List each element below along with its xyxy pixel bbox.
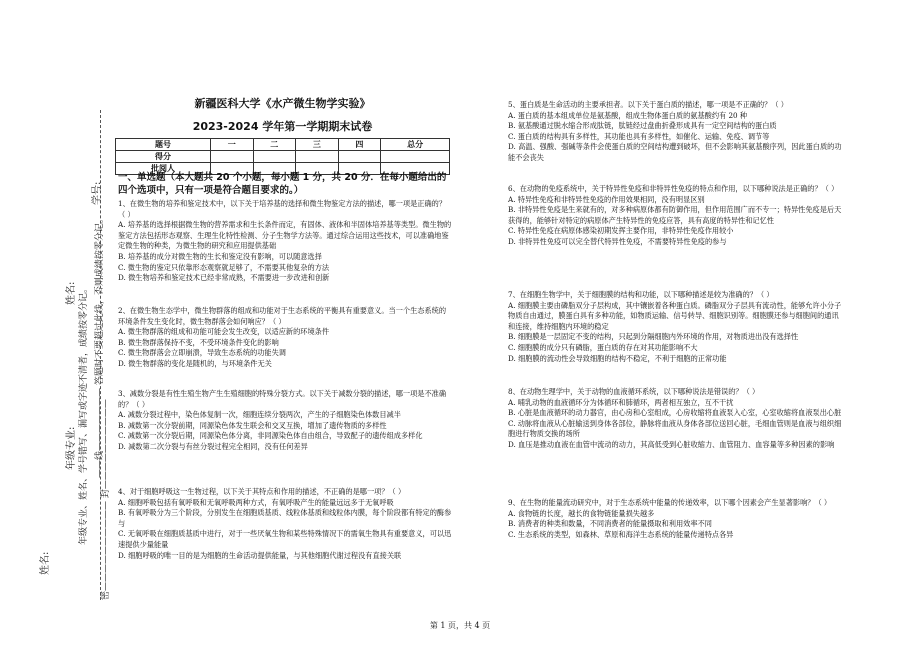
cell: 三 xyxy=(296,139,339,151)
question-stem: 5、蛋白质是生命活动的主要承担者。以下关于蛋白质的描述，哪一项是不正确的？（ ） xyxy=(508,100,788,109)
option: C. 动脉将血液从心脏输送到身体各部位，静脉将血液从身体各部位送回心脏，毛细血管则是血液与组织细胞进行物质交换的场所 xyxy=(508,418,842,439)
cell[interactable] xyxy=(381,151,450,163)
cell: 总分 xyxy=(381,139,450,151)
question-stem: 8、在动物生理学中，关于动物的血液循环系统，以下哪种说法是错误的？（ ） xyxy=(508,387,760,396)
option: C. 生态系统的类型，如森林、草原和海洋生态系统的能量传递特点各异 xyxy=(508,529,734,539)
option: A. 细胞呼吸包括有氧呼吸和无氧呼吸两种方式，有氧呼吸产生的能量远远多于无氧呼吸 xyxy=(118,497,394,507)
cell: 题号 xyxy=(116,139,211,151)
binding-margin xyxy=(0,0,110,651)
option: B. 心脏是血液循环的动力器官，由心房和心室组成，心房收缩将血液泵入心室，心室收缩将血液泵出心脏 xyxy=(508,408,842,418)
question-5 xyxy=(508,100,843,164)
question-stem: 9、在生物的能量流动研究中，对于生态系统中能量的传递效率，以下哪个因素会产生显著影响？（ ） xyxy=(508,498,832,507)
cell: 批阅人 xyxy=(116,163,211,175)
binding-dashed-line xyxy=(100,110,101,600)
option: A. 微生物群落的组成和功能可能会发生改变，以适应新的环境条件 xyxy=(118,327,330,337)
question-8 xyxy=(508,387,843,451)
option: C. 无氧呼吸在细胞质基质中进行，对于一些厌氧生物和某些特殊情况下的需氧生物具有重要意义，可以迅速提供少量能量 xyxy=(118,529,452,549)
binding-note: ——线——————— 答题时不要超过此线，否则成绩按零分记。 xyxy=(95,214,105,478)
question-stem: 3、减数分裂是有性生殖生物产生生殖细胞的特殊分裂方式。以下关于减数分裂的描述，哪一项是不准确的？（ ） xyxy=(118,389,447,409)
page-number: 第 1 页，共 4 页 xyxy=(429,621,491,630)
cell: 二 xyxy=(253,139,296,151)
cell[interactable] xyxy=(296,151,339,163)
section-heading: 一、单选题（本大题共 20 个小题，每小题 1 分，共 20 分．在每小题给出的四个选项中，只有一项是符合题目要求的。） xyxy=(118,172,447,196)
option: A. 食物链的长度，越长的食物链能量损失越多 xyxy=(508,508,655,518)
student-id-label: 学号: xyxy=(92,181,103,205)
option: D. 血压是推动血液在血管中流动的动力，其高低受到心脏收缩力、血管阻力、血容量等多种因素的影响 xyxy=(508,439,835,449)
cell: 一 xyxy=(210,139,253,151)
option: B. 有氧呼吸分为三个阶段，分别发生在细胞质基质、线粒体基质和线粒体内膜，每个阶段都有特定的酶参与 xyxy=(118,508,452,528)
option: A. 细胞膜主要由磷脂双分子层构成，其中镶嵌着各种蛋白质。磷脂双分子层具有流动性，能够允许小分子物质自由通过，膜蛋白具有多种功能，如物质运输、信号转导、细胞识别等。细胞膜还参与细胞间的通讯和连接，维持细胞内环境的稳定 xyxy=(508,300,842,331)
question-9 xyxy=(508,498,843,540)
school-title: 新疆医科大学《水产微生物学实验》 xyxy=(194,97,371,110)
question-stem: 2、在微生物生态学中，微生物群落的组成和功能对于生态系统的平衡具有重要意义。当一个生态系统的环境条件发生变化时，微生物群落会如何响应？（ ） xyxy=(118,306,447,326)
question-stem: 7、在细胞生物学中，关于细胞膜的结构和功能，以下哪种描述是较为准确的？（ ） xyxy=(508,290,774,299)
option: C. 蛋白质的结构具有多样性，其功能也具有多样性，如催化、运输、免疫、调节等 xyxy=(508,131,770,141)
option: D. 微生物群落的变化是随机的，与环境条件无关 xyxy=(118,358,272,368)
option: D. 细胞呼吸的唯一目的是为细胞的生命活动提供能量，与其他细胞代谢过程没有直接关联 xyxy=(118,550,402,560)
option: D. 非特异性免疫可以完全替代特异性免疫，不需要特异性免疫的参与 xyxy=(508,236,727,246)
option: C. 细胞膜的成分只有磷脂，蛋白质的存在对其功能影响不大 xyxy=(508,342,698,352)
question-2 xyxy=(118,306,453,370)
option: C. 微生物群落会立即崩溃，导致生态系统的功能失调 xyxy=(118,348,286,358)
option: C. 特异性免疫在病原体感染初期发挥主要作用，非特异性免疫作用较小 xyxy=(508,226,734,236)
option: A. 特异性免疫和非特异性免疫的作用效果相同，没有明显区别 xyxy=(508,194,705,204)
question-7 xyxy=(508,290,843,364)
option: B. 微生物群落保持不变，不受环境条件变化的影响 xyxy=(118,337,279,347)
question-1 xyxy=(118,199,453,284)
option: C. 微生物的鉴定只依靠形态观察就足够了，不需要其他复杂的方法 xyxy=(118,262,330,272)
option: C. 减数第一次分裂后期，同源染色体分离，非同源染色体自由组合，导致配子的遗传组成多样化 xyxy=(118,431,423,441)
score-row-header xyxy=(116,139,450,151)
name-label-2: 姓名: xyxy=(40,551,51,575)
seal-text: 密—————————— 封—————————— xyxy=(101,399,111,600)
major-label: 年级专业: xyxy=(66,426,77,470)
option: B. 消费者的种类和数量，不同消费者的能量摄取和利用效率不同 xyxy=(508,519,712,529)
option: B. 细胞膜是一层固定不变的结构，只起到分隔细胞内外环境的作用，对物质进出没有选择性 xyxy=(508,332,799,342)
option: D. 细胞膜的流动性会导致细胞的结构不稳定，不利于细胞的正常功能 xyxy=(508,353,727,363)
option: A. 蛋白质的基本组成单位是氨基酸，组成生物体蛋白质的氨基酸约有 20 种 xyxy=(508,110,748,120)
cell[interactable] xyxy=(338,151,381,163)
option: D. 高温、强酸、强碱等条件会使蛋白质的空间结构遭到破坏，但不会影响其氨基酸序列，因此蛋白质的功能不会丧失 xyxy=(508,142,842,162)
name-label: 姓名: xyxy=(66,281,77,305)
score-row-score xyxy=(116,151,450,163)
cell: 得分 xyxy=(116,151,211,163)
option: D. 减数第二次分裂与有丝分裂过程完全相同，没有任何差异 xyxy=(118,441,308,451)
option: A. 减数分裂过程中，染色体复制一次，细胞连续分裂两次，产生的子细胞染色体数目减半 xyxy=(118,410,401,420)
question-6 xyxy=(508,184,843,248)
option: D. 微生物培养和鉴定技术已经非常成熟，不需要进一步改进和创新 xyxy=(118,273,330,283)
question-stem: 6、在动物的免疫系统中，关于特异性免疫和非特异性免疫的特点和作用，以下哪种说法是正确的？（ ） xyxy=(508,184,839,193)
option: B. 培养基的成分对微生物的生长和鉴定没有影响，可以随意选择 xyxy=(118,251,322,261)
option: A. 哺乳动物的血液循环分为体循环和肺循环，两者相互独立，互不干扰 xyxy=(508,397,734,407)
question-3 xyxy=(118,389,453,453)
question-4 xyxy=(118,487,453,561)
question-stem: 4、对于细胞呼吸这一生物过程，以下关于其特点和作用的描述，不正确的是哪一项？（ ） xyxy=(118,487,406,496)
option: A. 培养基的选择根据微生物的营养需求和生长条件而定，有固体、液体和半固体培养基等类型。微生物的鉴定方法包括形态观察、生理生化特性检测、分子生物学方法等。通过综合运用这些技术，可以准确地鉴定微生物的种类，为微生物的研究和应用提供基础 xyxy=(118,220,452,251)
cell[interactable] xyxy=(253,151,296,163)
rules-note: 年级专业、姓名、学号错写、漏写或字迹不清者，成绩按零分记。 xyxy=(79,283,89,545)
cell: 四 xyxy=(338,139,381,151)
cell[interactable] xyxy=(210,151,253,163)
term-title: 2023-2024 学年第一学期期末试卷 xyxy=(192,120,373,133)
option: B. 非特异性免疫是生来就有的，对多种病原体都有防御作用，但作用范围广而不专一；特异性免疫是后天获得的，能够针对特定的病原体产生特异性的免疫应答，具有高度的特异性和记忆性 xyxy=(508,205,842,225)
question-stem: 1、在微生物的培养和鉴定技术中，以下关于培养基的选择和微生物鉴定方法的描述，哪一项是正确的？（ ） xyxy=(118,199,447,219)
option: B. 减数第一次分裂前期，同源染色体发生联会和交叉互换，增加了遗传物质的多样性 xyxy=(118,420,387,430)
score-table xyxy=(115,138,450,175)
option: B. 氨基酸通过脱水缩合形成肽链，肽链经过盘曲折叠形成具有一定空间结构的蛋白质 xyxy=(508,121,777,131)
